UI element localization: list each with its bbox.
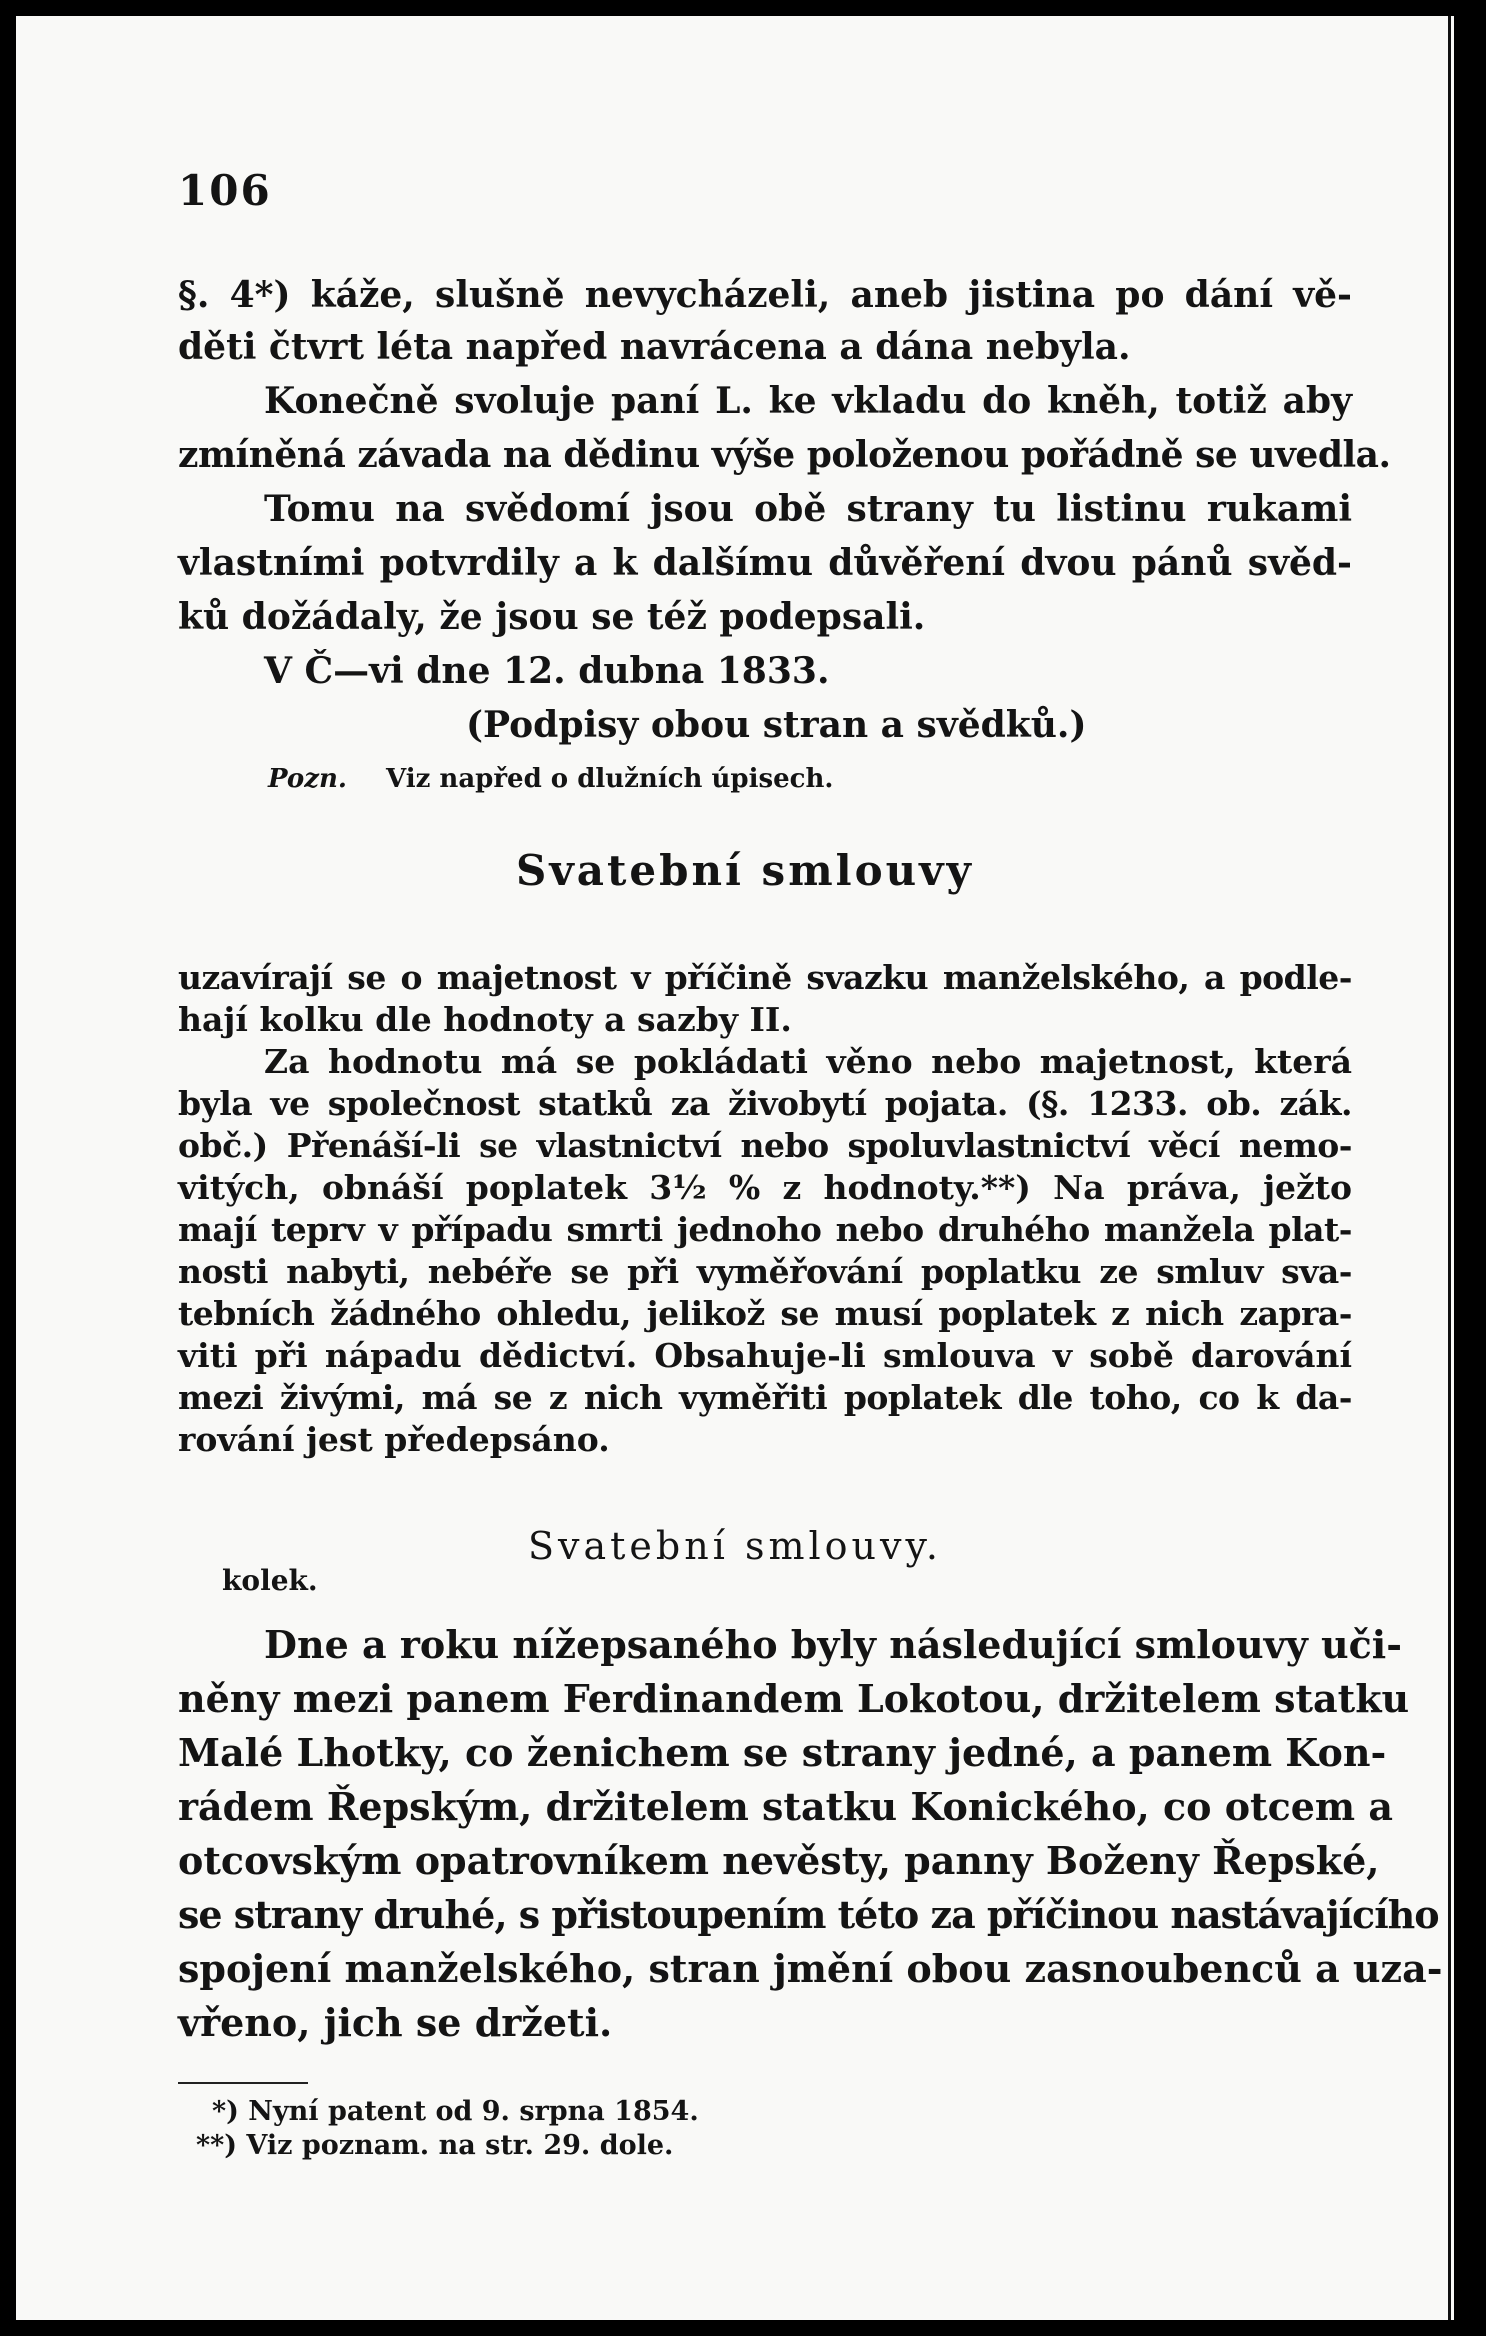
contract-title: Svatební smlouvy.: [528, 1524, 942, 1568]
signatures-line: (Podpisy obou stran a svědků.): [466, 704, 1087, 746]
text-line: viti při nápadu dědictví. Obsahuje-li smlouva v sobě darování: [178, 1336, 1352, 1375]
page-edge-rule: [1448, 16, 1451, 2320]
text-line: Tomu na svědomí jsou obě strany tu listinu rukami: [264, 488, 1352, 530]
text-line: mají teprv v případu smrti jednoho nebo druhého manžela plat-: [178, 1210, 1352, 1249]
footnote: **) Viz poznam. na str. 29. dole.: [196, 2130, 674, 2161]
text-line: ků dožádaly, že jsou se též podepsali.: [178, 596, 926, 638]
note-label: Pozn.: [268, 764, 347, 794]
text-line: byla ve společnost statků za živobytí pojata. (§. 1233. ob. zák.: [178, 1084, 1352, 1123]
text-line: mezi živými, má se z nich vyměřiti poplatek dle toho, co k da-: [178, 1378, 1352, 1417]
note-text: Viz napřed o dlužních úpisech.: [386, 764, 834, 794]
text-line: něny mezi panem Ferdinandem Lokotou, držitelem statku: [178, 1676, 1410, 1721]
footnote-divider: [178, 2082, 308, 2084]
text-line: vřeno, jich se držeti.: [178, 2000, 613, 2045]
text-line: Konečně svoluje paní L. ke vkladu do kněh, totiž aby: [264, 380, 1352, 422]
text-line: §. 4*) káže, slušně nevycházeli, aneb jistina po dání vě-: [178, 274, 1352, 316]
text-line: Za hodnotu má se pokládati věno nebo majetnost, která: [264, 1042, 1352, 1081]
text-line: se strany druhé, s přistoupením této za příčinou nastávajícího: [178, 1892, 1439, 1937]
text-line: vlastními potvrdily a k dalšímu důvěření dvou pánů svěd-: [178, 542, 1352, 584]
text-line: zmíněná závada na dědinu výše položenou pořádně se uvedla.: [178, 434, 1391, 476]
text-line: rádem Řepským, držitelem statku Konického, co otcem a: [178, 1784, 1393, 1829]
stamp-label: kolek.: [222, 1564, 318, 1597]
text-line: tebních žádného ohledu, jelikož se musí poplatek z nich zapra-: [178, 1294, 1352, 1333]
text-line: V Č—vi dne 12. dubna 1833.: [264, 650, 830, 692]
footnote: *) Nyní patent od 9. srpna 1854.: [212, 2096, 699, 2127]
text-line: Dne a roku nížepsaného byly následující smlouvy uči-: [264, 1622, 1403, 1667]
text-line: uzavírají se o majetnost v příčině svazku manželského, a podle-: [178, 958, 1352, 997]
text-line: vitých, obnáší poplatek 3½ % z hodnoty.**) Na práva, ježto: [178, 1168, 1352, 1207]
text-line: hají kolku dle hodnoty a sazby II.: [178, 1000, 792, 1039]
text-line: nosti nabyti, nebéře se při vyměřování poplatku ze smluv sva-: [178, 1252, 1352, 1291]
section-heading: Svatební smlouvy: [516, 846, 974, 895]
text-line: obč.) Přenáší-li se vlastnictví nebo spoluvlastnictví věcí nemo-: [178, 1126, 1352, 1165]
book-page: [16, 16, 1454, 2320]
text-line: děti čtvrt léta napřed navrácena a dána nebyla.: [178, 326, 1131, 368]
text-line: otcovským opatrovníkem nevěsty, panny Boženy Řepské,: [178, 1838, 1380, 1883]
page-number: 106: [178, 166, 272, 215]
text-line: rování jest předepsáno.: [178, 1420, 610, 1459]
text-line: Malé Lhotky, co ženichem se strany jedné, a panem Kon-: [178, 1730, 1387, 1775]
text-line: spojení manželského, stran jmění obou zasnoubenců a uza-: [178, 1946, 1443, 1991]
